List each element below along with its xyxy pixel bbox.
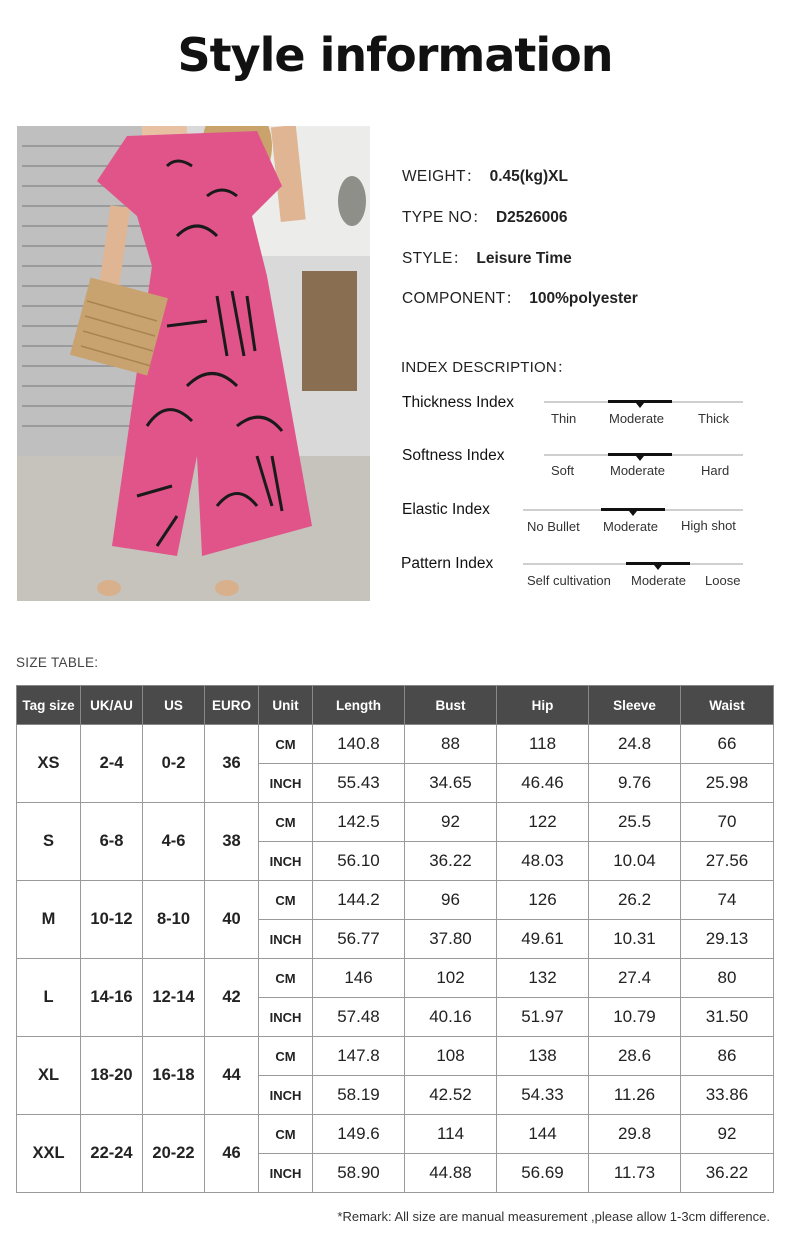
- length-cell: 144.2: [313, 881, 405, 920]
- col-header: EURO: [205, 686, 259, 725]
- col-header: Unit: [259, 686, 313, 725]
- euro-cell: 44: [205, 1037, 259, 1115]
- sleeve-cell: 11.73: [589, 1154, 681, 1193]
- bust-cell: 114: [405, 1115, 497, 1154]
- index-name-softness: Softness Index: [402, 447, 505, 464]
- length-cell: 147.8: [313, 1037, 405, 1076]
- bust-cell: 108: [405, 1037, 497, 1076]
- spec-weight: [402, 164, 568, 186]
- unit-cell: CM: [259, 1115, 313, 1154]
- length-cell: 58.90: [313, 1154, 405, 1193]
- bust-cell: 40.16: [405, 998, 497, 1037]
- bust-cell: 37.80: [405, 920, 497, 959]
- tag-size-cell: M: [17, 881, 81, 959]
- page-title: Style information: [177, 28, 613, 82]
- waist-cell: 31.50: [681, 998, 774, 1037]
- unit-cell: INCH: [259, 1154, 313, 1193]
- bust-cell: 96: [405, 881, 497, 920]
- euro-cell: 38: [205, 803, 259, 881]
- waist-cell: 70: [681, 803, 774, 842]
- hip-cell: 56.69: [497, 1154, 589, 1193]
- table-row: [17, 881, 774, 920]
- us-cell: 4-6: [143, 803, 205, 881]
- length-cell: 55.43: [313, 764, 405, 803]
- hip-cell: 51.97: [497, 998, 589, 1037]
- hip-cell: 46.46: [497, 764, 589, 803]
- spec-value: D2526006: [495, 209, 568, 226]
- length-cell: 58.19: [313, 1076, 405, 1115]
- uk-au-cell: 14-16: [81, 959, 143, 1037]
- table-row: [17, 803, 774, 842]
- spec-label: COMPONENT：: [402, 290, 522, 307]
- index-pointer: [629, 511, 637, 516]
- index-name-thickness: Thickness Index: [402, 394, 514, 411]
- index-option: Thin: [551, 411, 577, 426]
- bust-cell: 88: [405, 725, 497, 764]
- length-cell: 149.6: [313, 1115, 405, 1154]
- bust-cell: 42.52: [405, 1076, 497, 1115]
- col-header: US: [143, 686, 205, 725]
- index-option: Hard: [701, 463, 730, 478]
- length-cell: 57.48: [313, 998, 405, 1037]
- index-option: Soft: [551, 463, 575, 478]
- unit-cell: INCH: [259, 1076, 313, 1115]
- hip-cell: 122: [497, 803, 589, 842]
- us-cell: 20-22: [143, 1115, 205, 1193]
- unit-cell: CM: [259, 725, 313, 764]
- hip-cell: 118: [497, 725, 589, 764]
- length-cell: 56.77: [313, 920, 405, 959]
- spec-style: [402, 246, 572, 268]
- hip-cell: 126: [497, 881, 589, 920]
- uk-au-cell: 2-4: [81, 725, 143, 803]
- sleeve-cell: 24.8: [589, 725, 681, 764]
- sleeve-cell: 10.79: [589, 998, 681, 1037]
- index-option: Thick: [698, 411, 730, 426]
- waist-cell: 66: [681, 725, 774, 764]
- unit-cell: INCH: [259, 842, 313, 881]
- hip-cell: 54.33: [497, 1076, 589, 1115]
- size-table: [16, 685, 774, 1193]
- size-table-header-row: [17, 686, 774, 725]
- unit-cell: CM: [259, 881, 313, 920]
- col-header: UK/AU: [81, 686, 143, 725]
- euro-cell: 36: [205, 725, 259, 803]
- length-cell: 142.5: [313, 803, 405, 842]
- col-header: Length: [313, 686, 405, 725]
- table-row: [17, 1115, 774, 1154]
- waist-cell: 25.98: [681, 764, 774, 803]
- sleeve-cell: 29.8: [589, 1115, 681, 1154]
- unit-cell: CM: [259, 803, 313, 842]
- bust-cell: 34.65: [405, 764, 497, 803]
- bust-cell: 102: [405, 959, 497, 998]
- index-name-elastic: Elastic Index: [402, 501, 490, 518]
- waist-cell: 86: [681, 1037, 774, 1076]
- waist-cell: 74: [681, 881, 774, 920]
- index-option: Self cultivation: [527, 573, 611, 588]
- length-cell: 56.10: [313, 842, 405, 881]
- index-option: Loose: [705, 573, 741, 588]
- spec-value: 100%polyester: [529, 290, 638, 307]
- remark-note: *Remark: All size are manual measurement ,please allow 1-3cm difference.: [337, 1209, 770, 1224]
- hip-cell: 49.61: [497, 920, 589, 959]
- size-table-label: SIZE TABLE:: [16, 655, 99, 670]
- bust-cell: 44.88: [405, 1154, 497, 1193]
- col-header: Tag size: [17, 686, 81, 725]
- unit-cell: INCH: [259, 998, 313, 1037]
- spec-label: TYPE NO：: [402, 209, 488, 226]
- waist-cell: 33.86: [681, 1076, 774, 1115]
- col-header: Waist: [681, 686, 774, 725]
- length-cell: 146: [313, 959, 405, 998]
- hip-cell: 138: [497, 1037, 589, 1076]
- euro-cell: 46: [205, 1115, 259, 1193]
- unit-cell: INCH: [259, 764, 313, 803]
- product-photo: [17, 126, 370, 601]
- sleeve-cell: 25.5: [589, 803, 681, 842]
- bust-cell: 36.22: [405, 842, 497, 881]
- tag-size-cell: XXL: [17, 1115, 81, 1193]
- waist-cell: 29.13: [681, 920, 774, 959]
- spec-value: Leisure Time: [476, 250, 572, 267]
- index-pointer: [636, 456, 644, 461]
- bust-cell: 92: [405, 803, 497, 842]
- uk-au-cell: 18-20: [81, 1037, 143, 1115]
- uk-au-cell: 10-12: [81, 881, 143, 959]
- unit-cell: INCH: [259, 920, 313, 959]
- sleeve-cell: 28.6: [589, 1037, 681, 1076]
- spec-label: WEIGHT：: [402, 168, 482, 185]
- table-row: [17, 725, 774, 764]
- waist-cell: 80: [681, 959, 774, 998]
- unit-cell: CM: [259, 959, 313, 998]
- tag-size-cell: XL: [17, 1037, 81, 1115]
- us-cell: 0-2: [143, 725, 205, 803]
- sleeve-cell: 27.4: [589, 959, 681, 998]
- col-header: Hip: [497, 686, 589, 725]
- us-cell: 12-14: [143, 959, 205, 1037]
- euro-cell: 42: [205, 959, 259, 1037]
- sleeve-cell: 26.2: [589, 881, 681, 920]
- spec-component: [402, 286, 638, 308]
- hip-cell: 132: [497, 959, 589, 998]
- tag-size-cell: XS: [17, 725, 81, 803]
- spec-type-no: [402, 205, 568, 227]
- hip-cell: 48.03: [497, 842, 589, 881]
- uk-au-cell: 6-8: [81, 803, 143, 881]
- index-option-selected: Moderate: [609, 411, 664, 426]
- sleeve-cell: 11.26: [589, 1076, 681, 1115]
- sleeve-cell: 9.76: [589, 764, 681, 803]
- spec-label: STYLE：: [402, 250, 469, 267]
- index-description-heading: INDEX DESCRIPTION：: [401, 359, 573, 376]
- index-name-pattern: Pattern Index: [401, 555, 494, 572]
- index-option-selected: Moderate: [631, 573, 686, 588]
- us-cell: 16-18: [143, 1037, 205, 1115]
- tag-size-cell: S: [17, 803, 81, 881]
- col-header: Sleeve: [589, 686, 681, 725]
- sleeve-cell: 10.04: [589, 842, 681, 881]
- index-pointer: [654, 565, 662, 570]
- waist-cell: 27.56: [681, 842, 774, 881]
- spec-value: 0.45(kg)XL: [489, 168, 568, 185]
- hip-cell: 144: [497, 1115, 589, 1154]
- waist-cell: 36.22: [681, 1154, 774, 1193]
- euro-cell: 40: [205, 881, 259, 959]
- table-row: [17, 959, 774, 998]
- index-option-selected: Moderate: [610, 463, 665, 478]
- index-option-selected: Moderate: [603, 519, 658, 534]
- uk-au-cell: 22-24: [81, 1115, 143, 1193]
- col-header: Bust: [405, 686, 497, 725]
- waist-cell: 92: [681, 1115, 774, 1154]
- index-option: No Bullet: [527, 519, 580, 534]
- tag-size-cell: L: [17, 959, 81, 1037]
- unit-cell: CM: [259, 1037, 313, 1076]
- index-option: High shot: [681, 518, 736, 533]
- table-row: [17, 1037, 774, 1076]
- length-cell: 140.8: [313, 725, 405, 764]
- us-cell: 8-10: [143, 881, 205, 959]
- sleeve-cell: 10.31: [589, 920, 681, 959]
- index-pointer: [636, 403, 644, 408]
